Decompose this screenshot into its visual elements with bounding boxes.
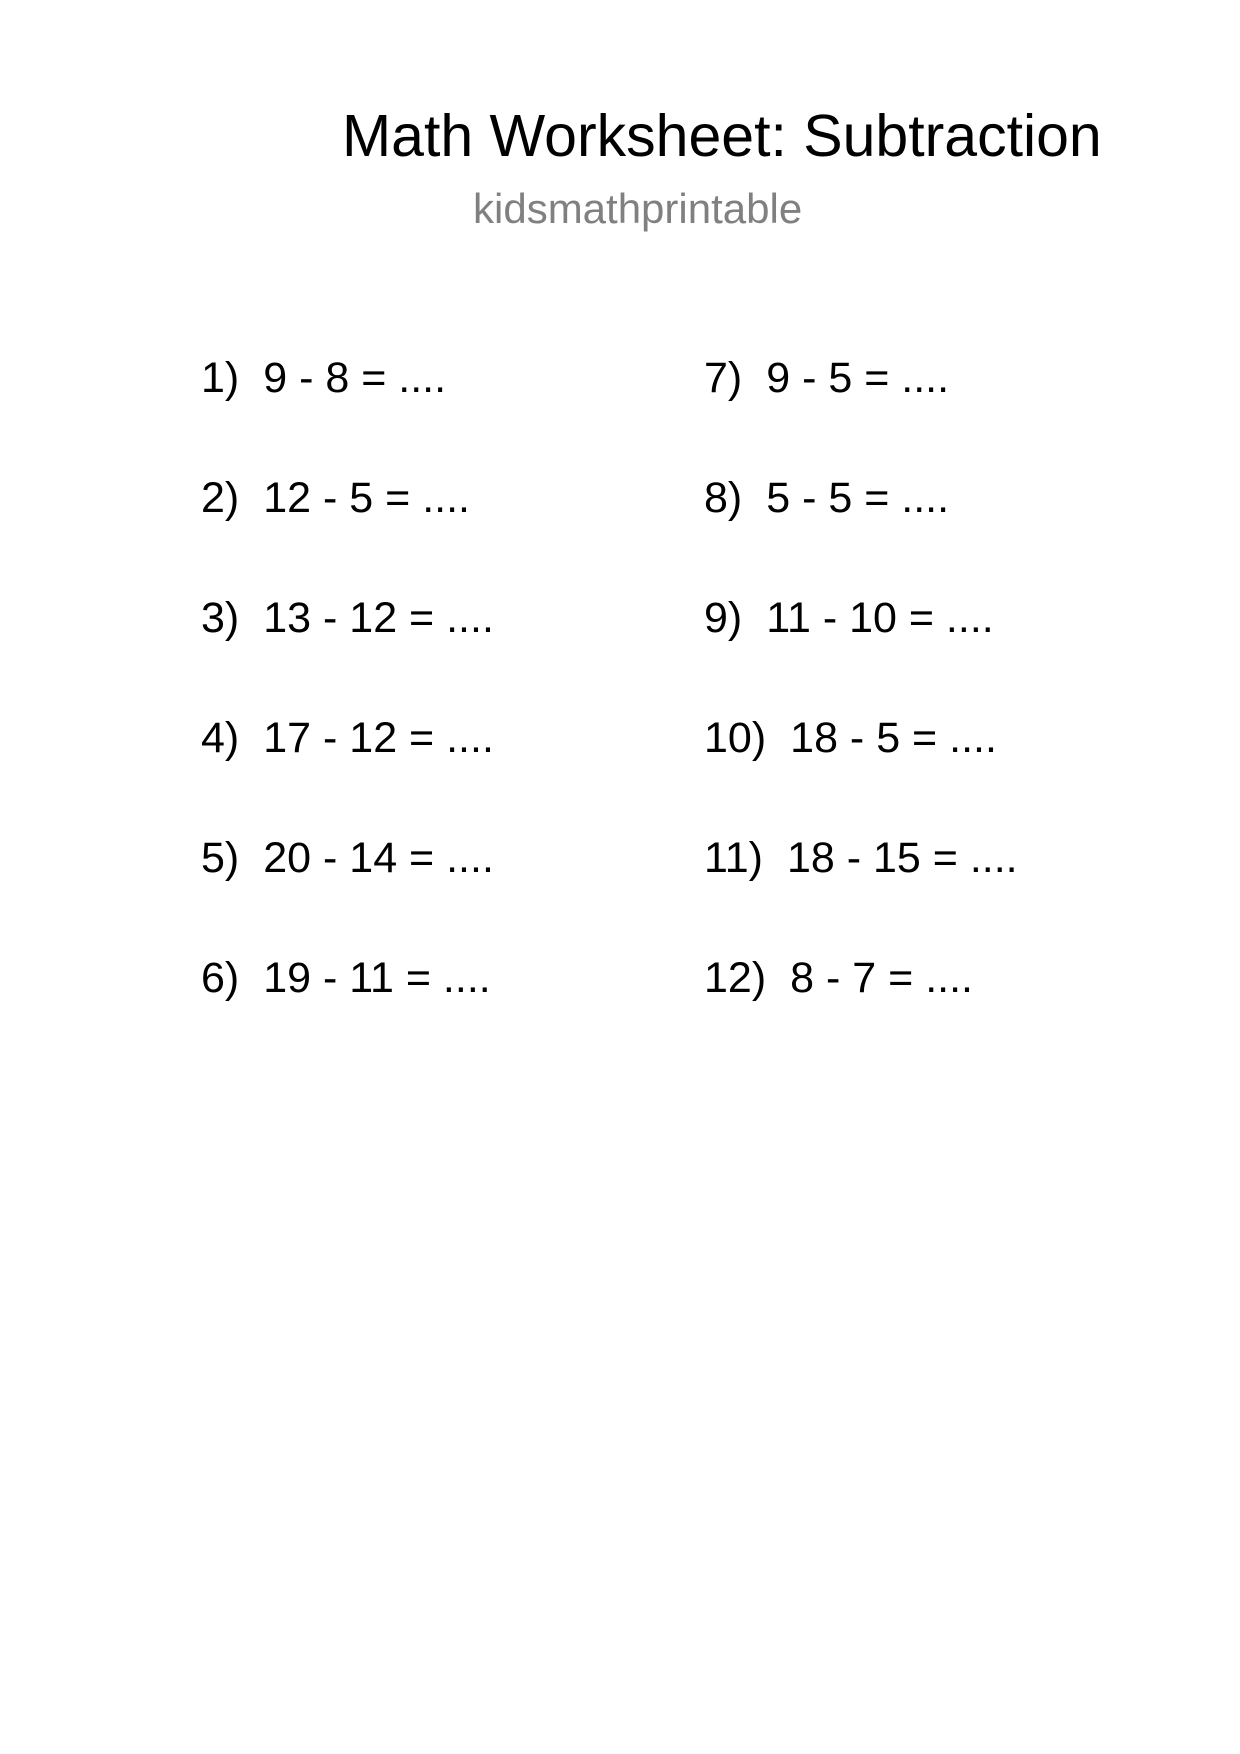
problem-number: 6) xyxy=(201,954,240,1002)
problem-expression: 8 - 7 = .... xyxy=(790,954,973,1002)
problem-11 xyxy=(704,830,1018,886)
problem-expression: 12 - 5 = .... xyxy=(263,474,470,522)
problem-number: 3) xyxy=(201,594,240,642)
problem-expression: 9 - 8 = .... xyxy=(263,354,447,402)
problem-expression: 17 - 12 = .... xyxy=(263,714,494,762)
problem-expression: 18 - 15 = .... xyxy=(786,834,1018,882)
problem-number: 11) xyxy=(704,834,763,882)
problem-2 xyxy=(201,470,470,526)
problem-expression: 11 - 10 = .... xyxy=(766,594,994,642)
problem-12 xyxy=(704,950,973,1006)
page-title: Math Worksheet: Subtraction xyxy=(342,103,1102,169)
problem-expression: 9 - 5 = .... xyxy=(766,354,950,402)
problem-expression: 20 - 14 = .... xyxy=(263,834,494,882)
problem-number: 1) xyxy=(201,354,240,402)
problem-number: 8) xyxy=(704,474,743,522)
problem-number: 12) xyxy=(704,954,767,1002)
problem-number: 7) xyxy=(704,354,743,402)
problem-7 xyxy=(704,350,949,406)
problem-number: 5) xyxy=(201,834,240,882)
problem-expression: 19 - 11 = .... xyxy=(263,954,491,1002)
problem-5 xyxy=(201,830,494,886)
problem-4 xyxy=(201,710,494,766)
problem-expression: 13 - 12 = .... xyxy=(263,594,494,642)
page-subtitle: kidsmathprintable xyxy=(473,185,803,232)
problem-10 xyxy=(704,710,997,766)
problem-9 xyxy=(704,590,994,646)
problem-number: 4) xyxy=(201,714,240,762)
problem-number: 2) xyxy=(201,474,240,522)
problem-3 xyxy=(201,590,494,646)
problem-8 xyxy=(704,470,949,526)
problem-6 xyxy=(201,950,491,1006)
problem-number: 10) xyxy=(704,714,767,762)
problem-expression: 5 - 5 = .... xyxy=(766,474,950,522)
problem-number: 9) xyxy=(704,594,743,642)
problem-1 xyxy=(201,350,446,406)
problem-expression: 18 - 5 = .... xyxy=(790,714,997,762)
